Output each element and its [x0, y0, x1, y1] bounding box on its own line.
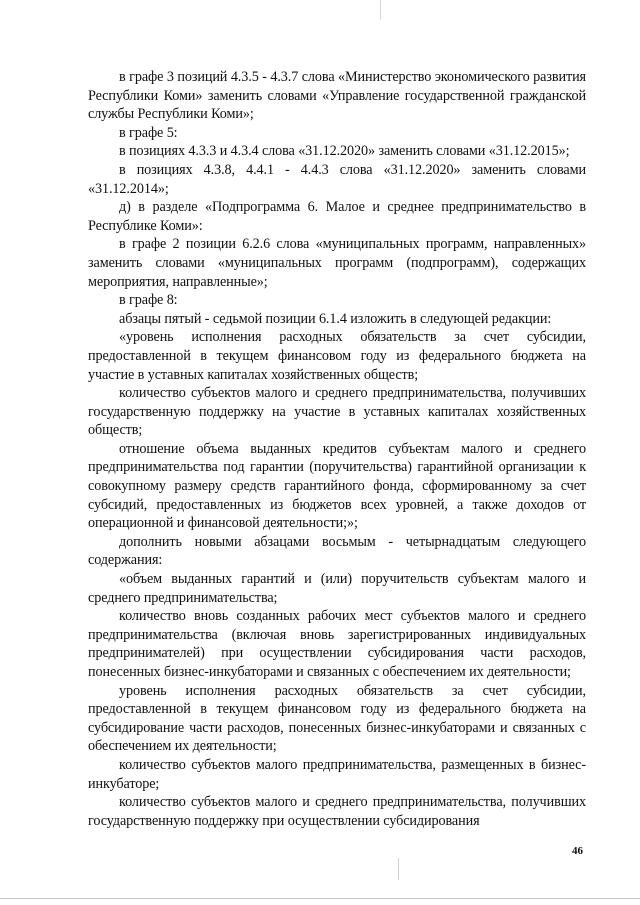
paragraph-11: отношение объема выданных кредитов субъектам малого и среднего предпринимательства под гарантии (поручительства) гарантийной организации к совокупному размеру средств гарантийного фонда, сформированному за счет субсидий, предоставленных из бюджетов всех уровней, а также доходов от операционной и финансовой деятельности;»; — [88, 440, 586, 532]
document-body — [88, 68, 586, 830]
paragraph-7: в графе 8: — [119, 292, 178, 309]
page-number: 46 — [572, 845, 583, 857]
paragraph-9: «уровень исполнения расходных обязательств за счет субсидии, предоставленной в текущем финансовом году из федерального бюджета на участие в уставных капиталах хозяйственных обществ; — [88, 329, 586, 383]
paragraph-1: в графе 3 позиций 4.3.5 - 4.3.7 слова «Министерство экономического развития Республики Коми» заменить словами «Управление государственной гражданской службы Республики Коми»; — [88, 69, 586, 123]
paragraph-5: д) в разделе «Подпрограмма 6. Малое и среднее предпринимательство в Республике Коми»: — [88, 199, 586, 234]
paragraph-8: абзацы пятый - седьмой позиции 6.1.4 изложить в следующей редакции: — [119, 310, 552, 327]
paragraph-15: уровень исполнения расходных обязательств за счет субсидии, предоставленной в текущем финансовом году из федерального бюджета на субсидирование части расходов, понесенных бизнес-инкубаторами и связанных с обеспечением их деятельности; — [88, 682, 586, 755]
fold-mark-bottom — [398, 858, 399, 880]
page-bottom-edge — [0, 898, 640, 899]
paragraph-14: количество вновь созданных рабочих мест субъектов малого и среднего предпринимательства (включая вновь зарегистрированных индивидуальных предпринимателей) при осуществлении субсидирования части расходов, понесенных бизнес-инкубаторами и связанных с обеспечением их деятельности; — [88, 608, 586, 680]
paragraph-13: «объем выданных гарантий и (или) поручительств субъектам малого и среднего предпринимательства; — [88, 571, 586, 606]
paragraph-2: в графе 5: — [119, 124, 178, 141]
paragraph-4: в позициях 4.3.8, 4.4.1 - 4.4.3 слова «31.12.2020» заменить словами «31.12.2014»; — [88, 161, 586, 197]
paragraph-16: количество субъектов малого предпринимательства, размещенных в бизнес-инкубаторе; — [88, 756, 586, 792]
paragraph-6: в графе 2 позиции 6.2.6 слова «муниципальных программ, направленных» заменить словами «муниципальных программ (подпрограмм), содержащих мероприятия, направленные»; — [88, 236, 586, 290]
paragraph-12: дополнить новыми абзацами восьмым - четырнадцатым следующего содержания: — [88, 533, 586, 569]
paragraph-3: в позициях 4.3.3 и 4.3.4 слова «31.12.2020» заменить словами «31.12.2015»; — [119, 143, 570, 160]
paragraph-10: количество субъектов малого и среднего предпринимательства, получивших государственную поддержку на участие в уставных капиталах хозяйственных обществ; — [88, 385, 586, 439]
fold-mark-top — [380, 0, 381, 20]
paragraph-17: количество субъектов малого и среднего предпринимательства, получивших государственную поддержку при осуществлении субсидирования — [88, 794, 586, 829]
